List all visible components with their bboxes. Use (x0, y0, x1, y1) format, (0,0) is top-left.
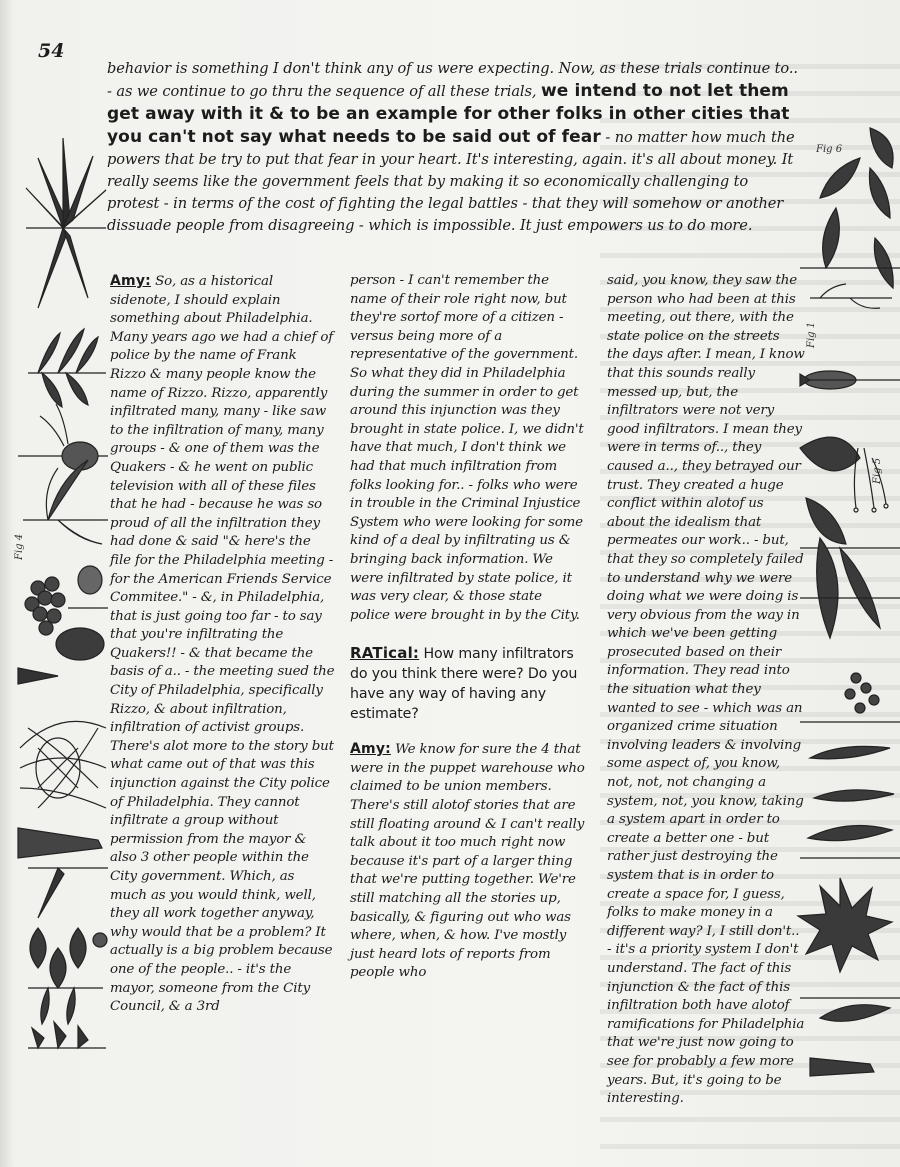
seed-pod-right-illustration (800, 371, 900, 389)
speaker-label: Amy: (110, 273, 151, 289)
lily-illustration (23, 460, 108, 544)
bark-illustration (18, 828, 108, 918)
cannabis-leaf-illustration (26, 138, 106, 308)
continued-text: person - I can't remember the name of their role right now, but they're sortof more of a citizen - versus being more of a representative of the government. So what they did in Philadelphia during the summer in order to get around this injunction was they brought in state police. I, we didn't have that much, I don't think we had that much infiltration from folks looking for.. - folks who were in trouble in the Criminal Injustice System who were looking for some kind of a deal by infiltrating us & bringing back information. We were infiltrated by state police, it was very clear, & those state police were brought in by the City. (350, 273, 584, 623)
maple-leaf-illustration (798, 878, 900, 1076)
figure-label-left: Fig 4 (14, 533, 25, 560)
willow-leaves-illustration (800, 746, 900, 858)
answer-block (110, 272, 335, 1017)
column-2 (350, 272, 585, 983)
broad-leaf-illustration (800, 437, 900, 548)
continued-text: said, you know, they saw the person who had been at this meeting, out there, with the state police on the streets the days after. I mean, I know that this sounds really messed up, but, the infiltrators were not very good infiltrators. I mean they were in terms of.., they caused a.., they betrayed our trust. They created a huge conflict within alotof us about the idealism that permeates our work.. - but, that they so completely failed to understand why we were doing what we were doing is very obvious from the way in which we've been getting prosecuted based on their information. They read into the situation what they wanted to see - which was an organized crime situation involving leaders & involving some aspect of, you know, not, not, not changing a system, not, you know, taking a system apart in order to create a better one - but rather just destroying the system that is in order to create a space for, I guess, folks to make money in a different way? I, I still don't.. - it's a priority system I don't understand. The fact of this injunction & the fact of this infiltration both have alotof ramifications for Philadelphia that we're just now going to see for probably a few more years. But, it's going to be interesting. (607, 273, 805, 1107)
page-number: 54 (38, 40, 65, 62)
left-botanical-border (14, 128, 110, 1088)
interviewer-label: RATical: (350, 644, 420, 663)
grapes-illustration (25, 566, 108, 635)
answer-block (350, 740, 585, 983)
intro-paragraph (107, 58, 802, 237)
figure-label-right-top: Fig 6 (816, 144, 843, 155)
right-botanical-border (800, 118, 900, 1108)
intro-italic-start: behavior is something I don't think any of us were expecting. Now, as these trials continue to.. - as we continue to go thru the sequence of all these trials, (107, 60, 798, 100)
ivy-leaf-illustration (800, 128, 900, 288)
column-3 (607, 272, 805, 1109)
fern-frond-illustration (800, 538, 900, 638)
root-illustration (20, 721, 106, 808)
bulb-illustration (18, 404, 108, 470)
nut-illustration (56, 628, 104, 660)
oak-leaf-illustration (28, 928, 103, 1024)
intro-italic-tail: - no matter how much the powers that be try to put that fear in your heart. It's interesting, again. it's all about money. It really seems like the government feels that by making it so economically challenging to protest - in terms of the cost of fighting the legal battles - that they will somehow or another dissuade people from disagreeing - which is impossible. It just empowers us to do more. (107, 129, 795, 234)
berry-cluster-illustration (800, 673, 900, 722)
fern-branch-illustration (28, 329, 106, 407)
figure-label-right-mid: Fig 1 (806, 321, 817, 348)
question-text: How many infiltrators do you think there were? Do you have any way of having any estimate? (350, 646, 578, 723)
column-1 (110, 272, 335, 1017)
seed-pod-illustration (18, 668, 58, 684)
figure-label-right-low: Fig 5 (872, 457, 883, 484)
question-block (350, 643, 585, 724)
intro-bold-statement: we intend to not let them get away with it & to be an example for other folks in other cities that you can't not say what needs to be said out of fear (107, 81, 790, 147)
branch-illustration (810, 284, 892, 308)
answer-text: So, as a historical sidenote, I should explain something about Philadelphia. Many years ago we had a chief of police by the name of Frank Rizzo & many people know the name of Rizzo. Rizzo, apparently infiltrated many, many - like saw to the infiltration of many, many groups - & one of them was the Quakers - & he went on public television with all of these files that he had - because he was so proud of all the infiltration they had done & said "& here's the file for the Philadelphia meeting - for the American Friends Service Commitee." - &, in Philadelphia, that is just going too far - to say that you're infiltrating the Quakers!! - & that became the basis of a.. - the meeting sued the City of Philadelphia, specifically Rizzo, & about infiltration, infiltration of activist groups. There's alot more to the story but what came out of that was this injunction against the City police of Philadelphia. They cannot infiltrate a group without permission from the mayor & also 3 other people within the City government. Which, as much as you would think, well, they all work together anyway, why would that be a problem? It actually is a big problem because one of the people.. - it's the mayor, someone from the City Council, & a 3rd (110, 274, 335, 1015)
speaker-label: Amy: (350, 741, 391, 758)
answer-text: We know for sure the 4 that were in the puppet warehouse who claimed to be union members. There's still alotof stories that are still floating around & I can't really talk about it too much right now because it's part of a larger thing that we're putting together. We're still matching all the stories up, basically, & figuring out who was where, when, & how. I've mostly just heard lots of reports from people who (350, 742, 585, 981)
